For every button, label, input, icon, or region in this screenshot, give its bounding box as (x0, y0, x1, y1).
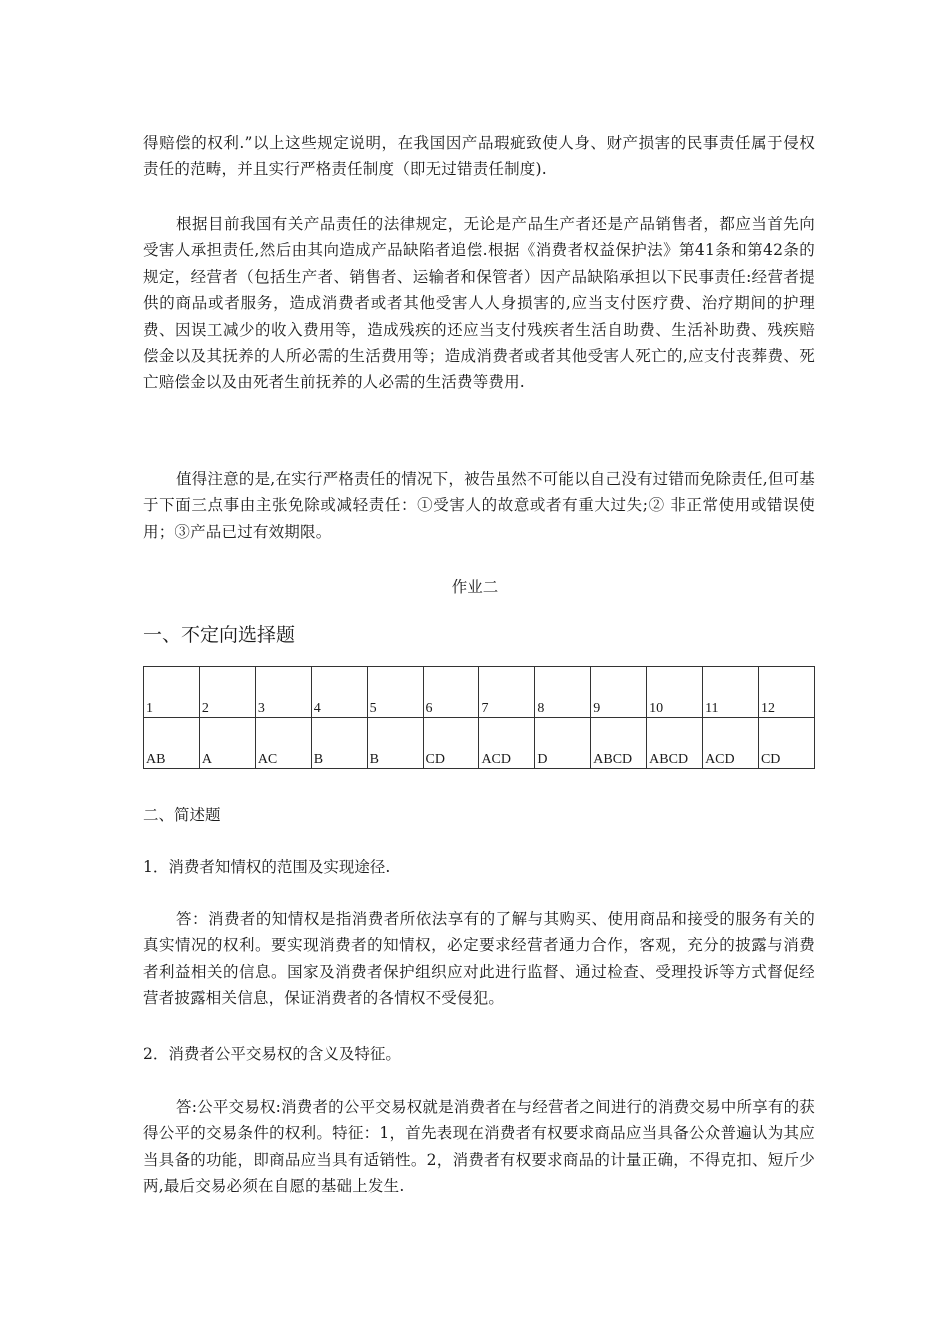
answer-1: 答：消费者的知情权是指消费者所依法享有的了解与其购买、使用商品和接受的服务有关的真实情况的权利。要实现消费者的知情权，必定要求经营者通力合作，客观，充分的披露与消费者利益相关的信息。国家及消费者保护组织应对此进行监督、通过检查、受理投诉等方式督促经营者披露相关信息，保证消费者的各情权不受侵犯。 (143, 910, 815, 1008)
question-number-cell: 2 (199, 667, 255, 718)
question-number-cell: 12 (758, 667, 814, 718)
answer-cell: B (311, 718, 367, 769)
answer-cell: CD (423, 718, 479, 769)
answer-cell: ABCD (647, 718, 703, 769)
question-number-cell: 1 (144, 667, 200, 718)
answer-cell: B (367, 718, 423, 769)
question-number-cell: 11 (703, 667, 759, 718)
section-heading-multiple-choice: 一、不定向选择题 (143, 624, 296, 646)
answer-cell: A (199, 718, 255, 769)
question-number-cell: 4 (311, 667, 367, 718)
question-number-cell: 5 (367, 667, 423, 718)
table-row-answers (144, 718, 815, 769)
paragraph-exemptions: 值得注意的是,在实行严格责任的情况下，被告虽然不可能以自己没有过错而免除责任,但可基于下面三点事由主张免除或减轻责任：①受害人的故意或者有重大过失;② 非正常使用或错误使用；③产品已过有效期限。 (143, 470, 815, 541)
answer-cell: CD (758, 718, 814, 769)
section-heading-short-answer: 二、简述题 (143, 806, 221, 824)
paragraph-product-liability-rules: 根据目前我国有关产品责任的法律规定，无论是产品生产者还是产品销售者，都应当首先向受害人承担责任,然后由其向造成产品缺陷者追偿.根据《消费者权益保护法》第41条和第42条的规定，经营者（包括生产者、销售者、运输者和保管者）因产品缺陷承担以下民事责任:经营者提供的商品或者服务，造成消费者或者其他受害人人身损害的,应当支付医疗费、治疗期间的护理费、因误工减少的收入费用等，造成残疾的还应当支付残疾者生活自助费、生活补助费、残疾赔偿金以及其抚养的人所必需的生活费用等；造成消费者或者其他受害人死亡的,应支付丧葬费、死亡赔偿金以及由死者生前抚养的人必需的生活费等费用. (143, 215, 815, 392)
answer-cell: AB (144, 718, 200, 769)
question-2: 2．消费者公平交易权的含义及特征。 (143, 1045, 401, 1063)
question-number-cell: 9 (591, 667, 647, 718)
question-number-cell: 10 (647, 667, 703, 718)
table-row-numbers (144, 667, 815, 718)
answer-cell: ACD (703, 718, 759, 769)
answer-2: 答:公平交易权:消费者的公平交易权就是消费者在与经营者之间进行的消费交易中所享有的获得公平的交易条件的权利。特征：1，首先表现在消费者有权要求商品应当具备公众普遍认为其应当具备的功能，即商品应当具有适销性。2，消费者有权要求商品的计量正确，不得克扣、短斤少两,最后交易必须在自愿的基础上发生. (143, 1098, 815, 1196)
paragraph-strict-liability: 得赔偿的权利.”以上这些规定说明，在我国因产品瑕疵致使人身、财产损害的民事责任属于侵权责任的范畴，并且实行严格责任制度（即无过错责任制度). (143, 134, 815, 179)
answer-cell: D (535, 718, 591, 769)
question-number-cell: 8 (535, 667, 591, 718)
question-number-cell: 3 (255, 667, 311, 718)
question-1: 1．消费者知情权的范围及实现途径. (143, 858, 391, 876)
question-number-cell: 7 (479, 667, 535, 718)
question-number-cell: 6 (423, 667, 479, 718)
answer-cell: ABCD (591, 718, 647, 769)
answer-table (143, 666, 815, 769)
answer-cell: ACD (479, 718, 535, 769)
answer-cell: AC (255, 718, 311, 769)
assignment-title: 作业二 (451, 578, 499, 596)
